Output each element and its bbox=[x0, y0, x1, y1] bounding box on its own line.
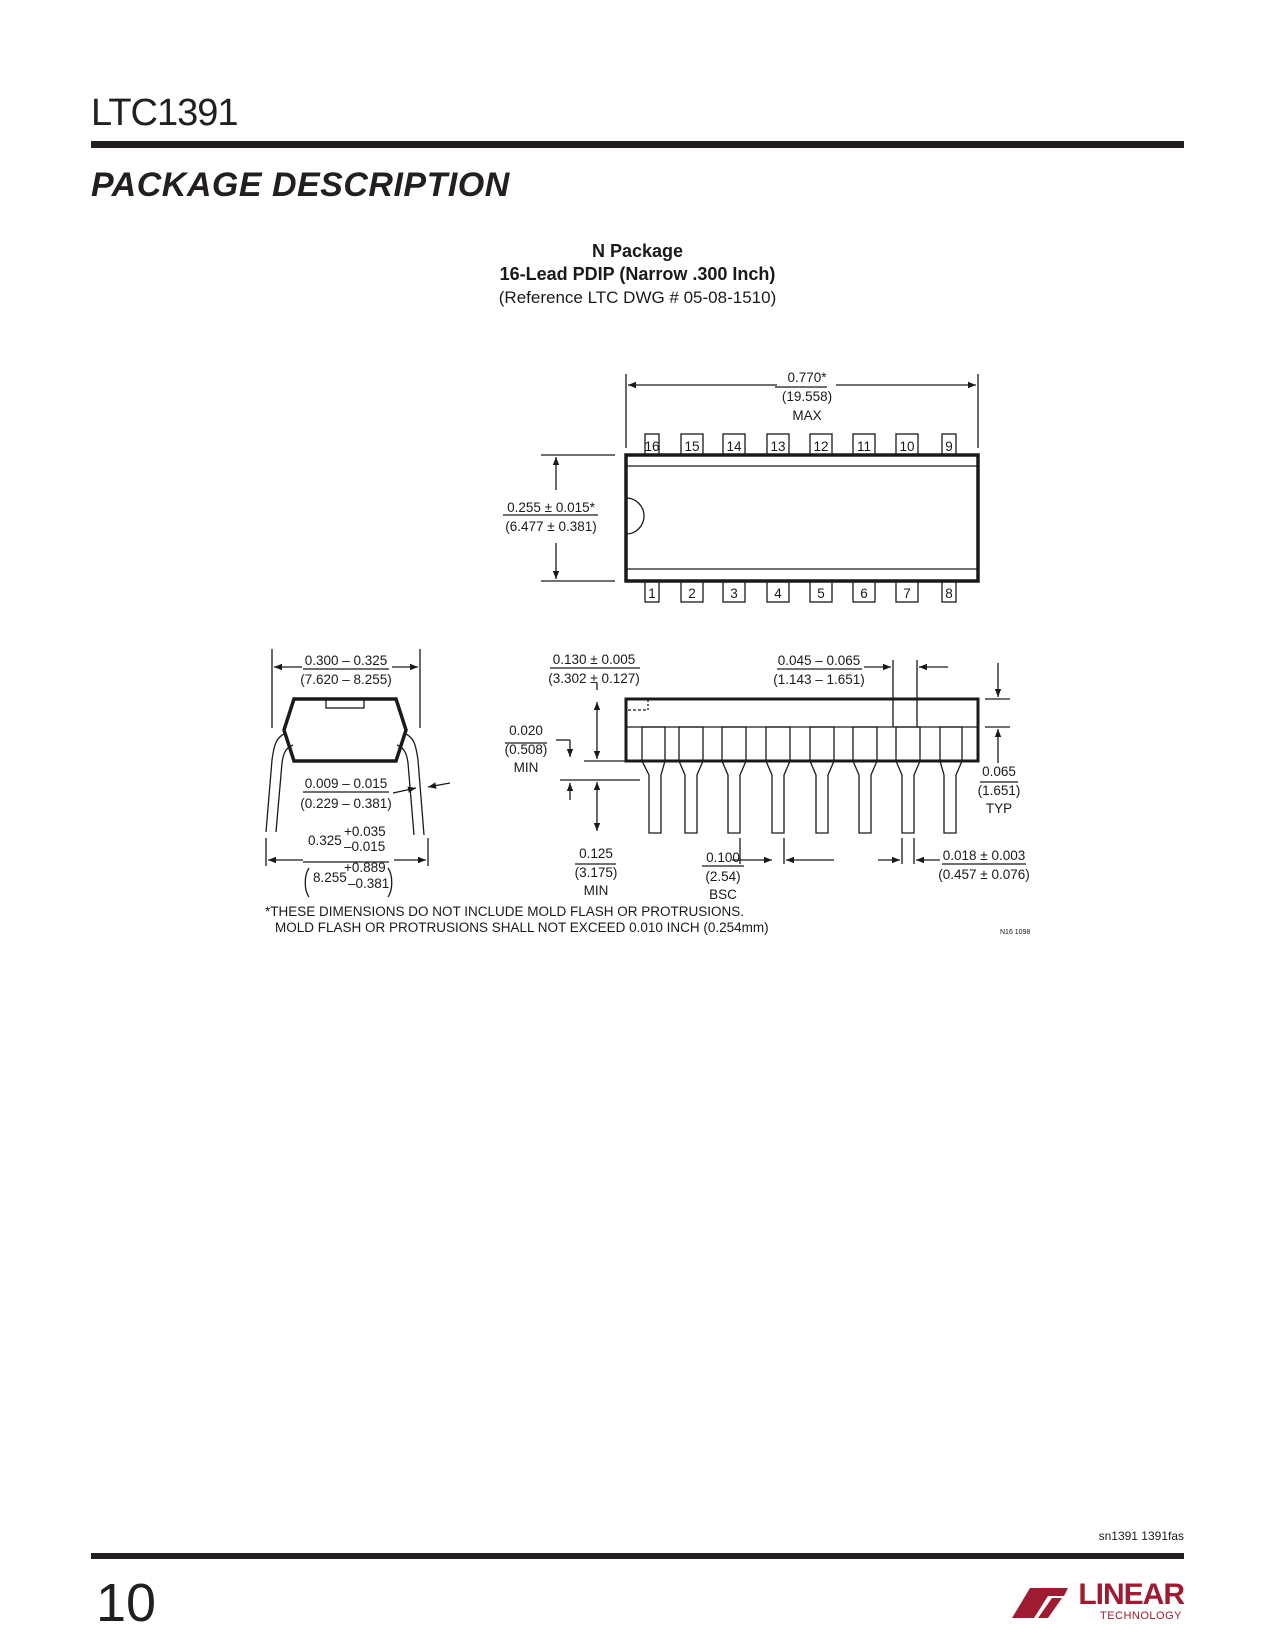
footer-rule bbox=[91, 1553, 1184, 1559]
row-spacing-in: 0.300 – 0.325 bbox=[304, 653, 388, 668]
right-lead bbox=[404, 733, 424, 835]
linear-technology-logo bbox=[1008, 1580, 1184, 1626]
overall-in-plus: +0.035 bbox=[344, 824, 386, 839]
overall-in-nominal: 0.325 bbox=[308, 833, 342, 848]
part-number: LTC1391 bbox=[91, 92, 238, 134]
side-view bbox=[556, 660, 1013, 864]
lead-width-top-in: 0.065 bbox=[982, 764, 1016, 779]
lead-thickness-mm: (0.229 – 0.381) bbox=[300, 796, 392, 811]
side-leads bbox=[642, 727, 962, 833]
top-pin-11: 11 bbox=[856, 439, 872, 454]
top-view-body bbox=[626, 455, 978, 581]
bottom-pin-2: 2 bbox=[688, 586, 696, 601]
top-pin-14: 14 bbox=[726, 439, 742, 454]
length-dim-in: 0.770* bbox=[787, 370, 827, 385]
logo-text: LINEAR bbox=[1078, 1578, 1184, 1611]
standoff-in: 0.020 bbox=[509, 723, 543, 738]
pin1-notch bbox=[626, 498, 644, 534]
length-dim-max: MAX bbox=[792, 408, 822, 423]
pitch-bsc: BSC bbox=[709, 887, 737, 902]
bottom-pin-5: 5 bbox=[817, 586, 825, 601]
note-line-2: MOLD FLASH OR PROTRUSIONS SHALL NOT EXCEED 0.010 INCH (0.254mm) bbox=[275, 920, 769, 935]
lead-width-in: 0.018 ± 0.003 bbox=[942, 848, 1026, 863]
fraction-bars bbox=[303, 387, 1026, 866]
pitch-mm: (2.54) bbox=[705, 869, 741, 884]
package-name: N Package bbox=[591, 241, 684, 261]
body-height-mm: (3.302 ± 0.127) bbox=[548, 671, 640, 686]
package-description: 16-Lead PDIP (Narrow .300 Inch) bbox=[499, 264, 776, 284]
top-view bbox=[541, 374, 978, 602]
bottom-pin-7: 7 bbox=[903, 586, 911, 601]
body-height-in: 0.130 ± 0.005 bbox=[552, 652, 636, 667]
lt-logo-mark bbox=[1008, 1584, 1074, 1620]
bottom-pin-3: 3 bbox=[730, 586, 738, 601]
bottom-pin-1: 1 bbox=[648, 586, 656, 601]
lead-thickness-in: 0.009 – 0.015 bbox=[304, 776, 388, 791]
standoff-min: MIN bbox=[513, 760, 539, 775]
pitch-in: 0.100 bbox=[706, 850, 740, 865]
drawing-code: N16 1098 bbox=[1000, 929, 1031, 936]
overall-width-dim bbox=[308, 824, 389, 891]
note-line-1: *THESE DIMENSIONS DO NOT INCLUDE MOLD FLASH OR PROTRUSIONS. bbox=[265, 904, 745, 919]
overall-mm-plus: +0.889 bbox=[344, 860, 386, 875]
lead-width-mm: (0.457 ± 0.076) bbox=[938, 867, 1030, 882]
doc-code: sn1391 1391fas bbox=[1098, 1529, 1184, 1543]
lead-length-mm: (3.175) bbox=[574, 865, 618, 880]
overall-mm-minus: –0.381 bbox=[348, 876, 390, 891]
top-pin-16: 16 bbox=[644, 439, 660, 454]
top-pin-12: 12 bbox=[813, 439, 829, 454]
lead-length-min: MIN bbox=[583, 883, 609, 898]
bottom-pin-4: 4 bbox=[774, 586, 782, 601]
width-dim-mm: (6.477 ± 0.381) bbox=[505, 519, 597, 534]
width-dim-in: 0.255 ± 0.015* bbox=[507, 500, 595, 515]
length-dim-mm: (19.558) bbox=[781, 389, 833, 404]
top-pin-13: 13 bbox=[770, 439, 786, 454]
overall-in-minus: –0.015 bbox=[344, 839, 386, 854]
bottom-pin-6: 6 bbox=[860, 586, 868, 601]
package-reference: (Reference LTC DWG # 05-08-1510) bbox=[498, 288, 777, 307]
logo-subtext: TECHNOLOGY bbox=[1099, 1610, 1182, 1622]
lead-shoulder-in: 0.045 – 0.065 bbox=[777, 653, 861, 668]
section-title: PACKAGE DESCRIPTION bbox=[91, 166, 510, 204]
page-number: 10 bbox=[96, 1573, 157, 1633]
top-pin-10: 10 bbox=[899, 439, 915, 454]
lead-shoulder-mm: (1.143 – 1.651) bbox=[773, 672, 865, 687]
lead-width-top-typ: TYP bbox=[985, 801, 1013, 816]
overall-mm-nominal: 8.255 bbox=[313, 870, 347, 885]
row-spacing-mm: (7.620 – 8.255) bbox=[300, 672, 392, 687]
standoff-mm: (0.508) bbox=[504, 742, 548, 757]
lead-length-in: 0.125 bbox=[579, 846, 613, 861]
bottom-pin-8: 8 bbox=[945, 586, 953, 601]
top-pin-9: 9 bbox=[945, 439, 953, 454]
lead-width-top-mm: (1.651) bbox=[977, 783, 1021, 798]
top-pin-15: 15 bbox=[684, 439, 700, 454]
left-lead bbox=[266, 733, 286, 832]
